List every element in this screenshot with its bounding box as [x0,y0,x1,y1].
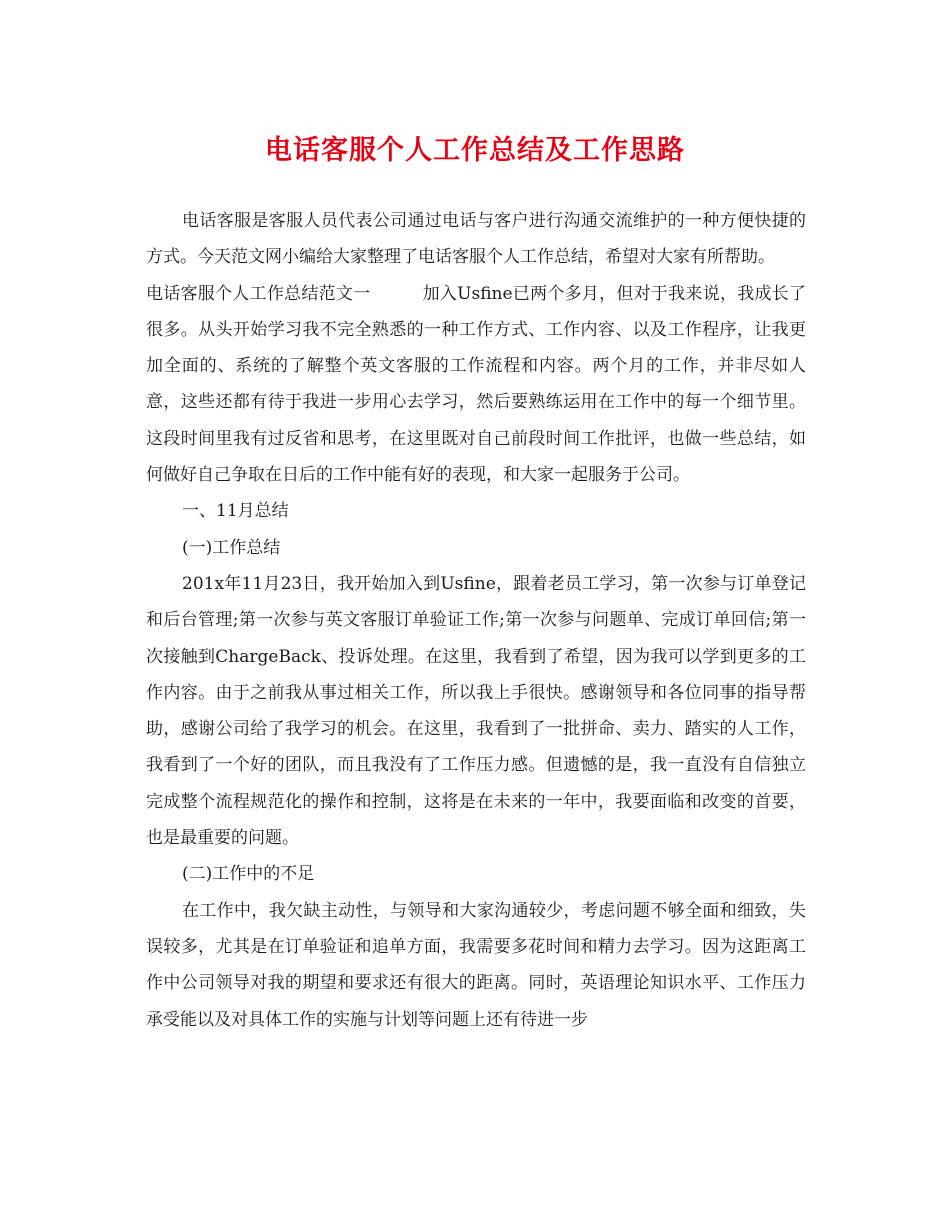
subheading-work-summary: (一)工作总结 [182,537,281,558]
shortcomings-paragraph: 在工作中，我欠缺主动性，与领导和大家沟通较少，考虑问题不够全面和细致，失误较多，尤其是在订单验证和追单方面，我需要多花时间和精力去学习。因为这距离工作中公司领导对我的期望和要求还有很大的距离。同时，英语理论知识水平、工作压力承受能以及对具体工作的实施与计划等问题上还有待进一步 [146,900,806,1030]
section-heading-november: 一、11月总结 [182,501,289,522]
document-title: 电话客服个人工作总结及工作思路 [265,135,685,166]
sample-paragraph [146,276,806,494]
subheading-shortcomings: (二)工作中的不足 [182,864,315,885]
sample-text: 加入Usfine已两个多月，但对于我来说，我成长了很多。从头开始学习我不完全熟悉的一种工作方式、工作内容、以及工作程序，让我更加全面的、系统的了解整个英文客服的工作流程和内容。两个月的工作，并非尽如人意，这些还都有待于我进一步用心去学习，然后要熟练运用在工作中的每一个细节里。这段时间里我有过反省和思考，在这里既对自己前段时间工作批评，也做一些总结，如何做好自己争取在日后的工作中能有好的表现，和大家一起服务于公司。 [146,283,806,486]
sample-heading: 电话客服个人工作总结范文一 [146,283,371,304]
work-summary-paragraph: 201x年11月23日，我开始加入到Usfine，跟着老员工学习，第一次参与订单登记和后台管理;第一次参与英文客服订单验证工作;第一次参与问题单、完成订单回信;第一次接触到ChargeBack、投诉处理。在这里，我看到了希望，因为我可以学到更多的工作内容。由于之前我从事过相关工作，所以我上手很快。感谢领导和各位同事的指导帮助，感谢公司给了我学习的机会。在这里，我看到了一批拼命、卖力、踏实的人工作，我看到了一个好的团队，而且我没有了工作压力感。但遗憾的是，我一直没有自信独立完成整个流程规范化的操作和控制，这将是在未来的一年中，我要面临和改变的首要，也是最重要的问题。 [146,573,806,849]
intro-paragraph: 电话客服是客服人员代表公司通过电话与客户进行沟通交流维护的一种方便快捷的方式。今天范文网小编给大家整理了电话客服个人工作总结，希望对大家有所帮助。 [146,211,806,268]
document-body [146,203,806,1038]
